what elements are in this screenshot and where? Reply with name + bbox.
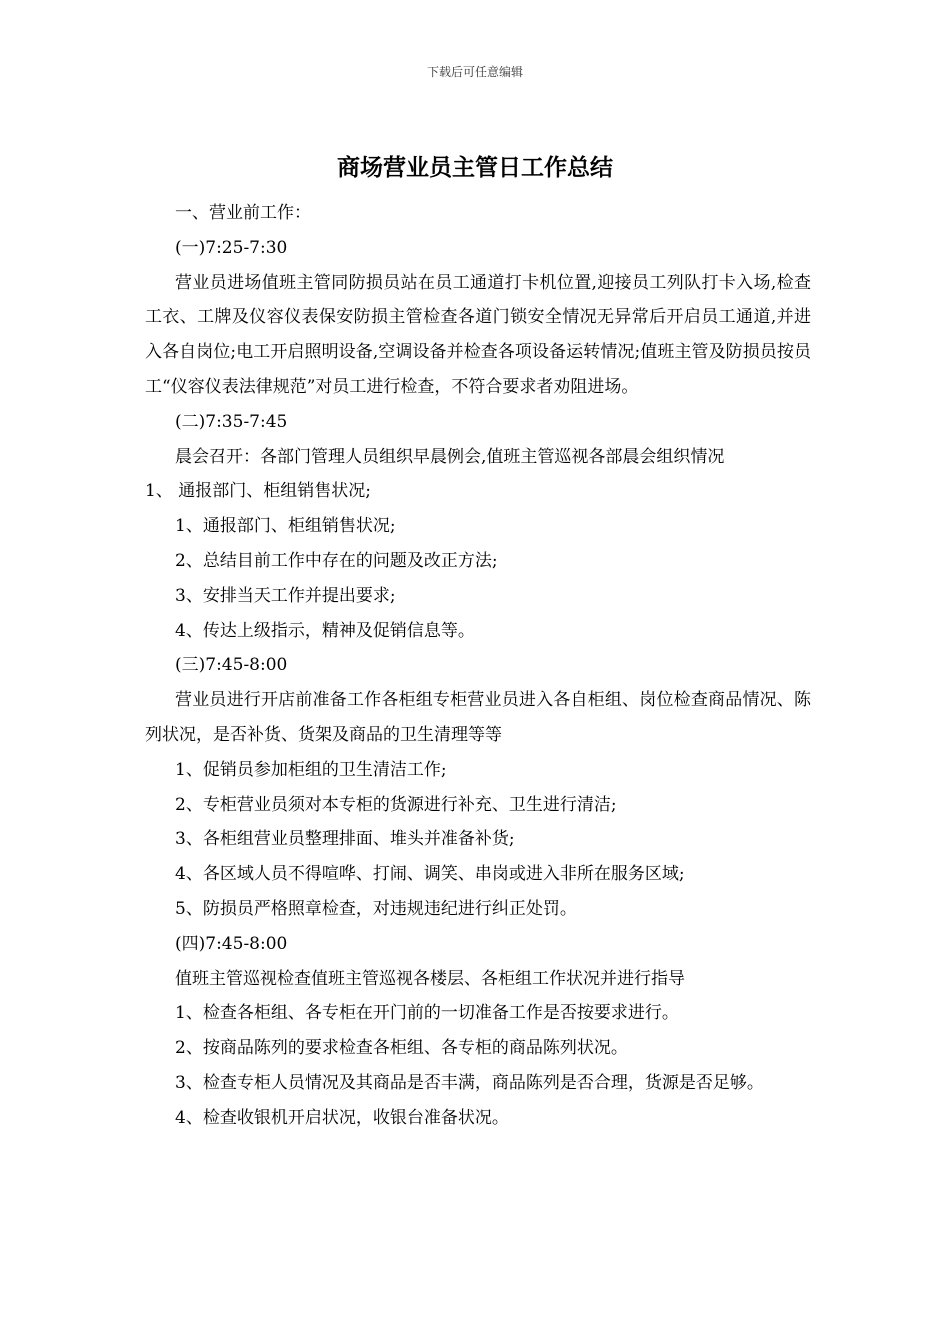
paragraph: 营业员进行开店前准备工作各柜组专柜营业员进入各自柜组、岗位检查商品情况、陈列状况，是否补货、货架及商品的卫生清理等等 (145, 690, 811, 745)
paragraph: 2、按商品陈列的要求检查各柜组、各专柜的商品陈列状况。 (175, 1038, 628, 1059)
paragraph: 营业员进场值班主管同防损员站在员工通道打卡机位置,迎接员工列队打卡入场,检查工衣、工牌及仪容仪表保安防损主管检查各道门锁安全情况无异常后开启员工通道,并进入各自岗位;电工开启照明设备,空调设备并检查各项设备运转情况;值班主管及防损员按员工“仪容仪表法律规范”对员工进行检查，不符合要求者劝阻进场。 (145, 272, 811, 397)
paragraph: 1、通报部门、柜组销售状况; (175, 516, 396, 537)
paragraph: (二)7:35-7:45 (175, 411, 288, 432)
paragraph: (四)7:45-8:00 (175, 933, 288, 954)
header-note: 下载后可任意编辑 (426, 65, 523, 79)
paragraph: 1、促销员参加柜组的卫生清洁工作; (175, 759, 447, 780)
paragraph: 5、防损员严格照章检查，对违规违纪进行纠正处罚。 (175, 898, 577, 919)
document-body (145, 196, 811, 1136)
paragraph: (一)7:25-7:30 (175, 237, 288, 258)
paragraph: 4、检查收银机开启状况，收银台准备状况。 (175, 1107, 509, 1128)
paragraph: 值班主管巡视检查值班主管巡视各楼层、各柜组工作状况并进行指导 (175, 968, 685, 989)
paragraph: 2、专柜营业员须对本专柜的货源进行补充、卫生进行清洁; (175, 794, 617, 815)
paragraph: 晨会召开：各部门管理人员组织早晨例会,值班主管巡视各部晨会组织情况 (175, 446, 725, 467)
paragraph: 3、各柜组营业员整理排面、堆头并准备补货; (175, 829, 515, 850)
paragraph: 1、 通报部门、柜组销售状况; (145, 481, 371, 502)
paragraph: 2、总结目前工作中存在的问题及改正方法; (175, 550, 498, 571)
paragraph: 1、检查各柜组、各专柜在开门前的一切准备工作是否按要求进行。 (175, 1003, 679, 1024)
paragraph: 4、各区域人员不得喧哗、打闹、调笑、串岗或进入非所在服务区域; (175, 864, 685, 885)
paragraph: 3、检查专柜人员情况及其商品是否丰满，商品陈列是否合理，货源是否足够。 (175, 1072, 764, 1093)
paragraph: 4、传达上级指示，精神及促销信息等。 (175, 620, 475, 641)
paragraph: (三)7:45-8:00 (175, 655, 288, 676)
document-title: 商场营业员主管日工作总结 (337, 155, 613, 181)
paragraph: 3、安排当天工作并提出要求; (175, 585, 396, 606)
paragraph: 一、营业前工作： (175, 203, 311, 223)
